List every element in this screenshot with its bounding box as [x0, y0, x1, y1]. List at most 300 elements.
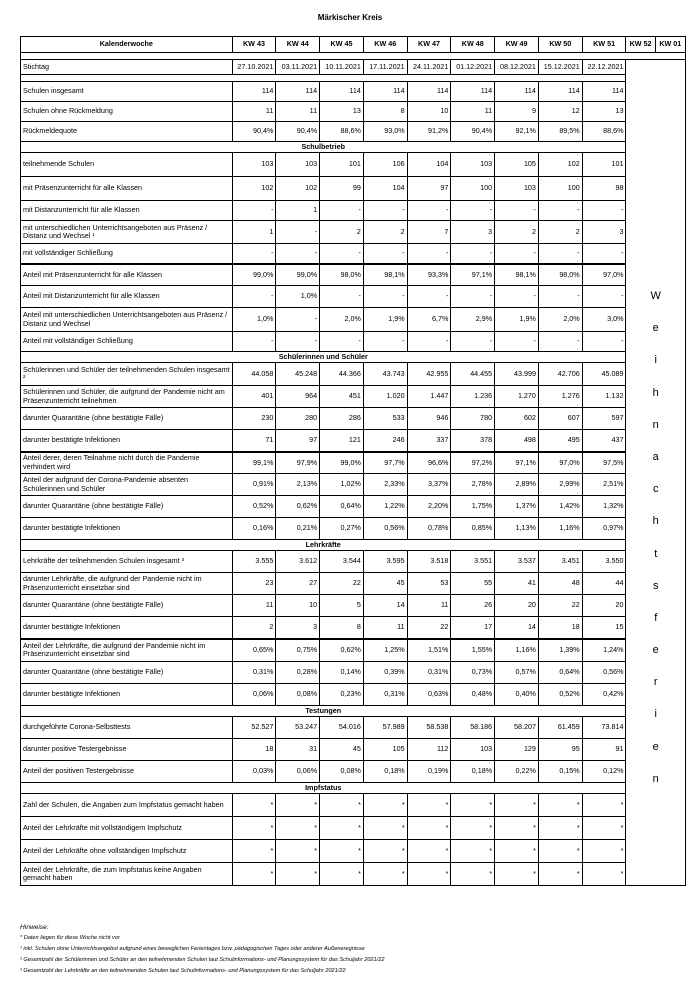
- row-value: *: [407, 840, 451, 863]
- row-label: darunter positive Testergebnisse: [21, 739, 233, 761]
- row-label: Schulen ohne Rückmeldung: [21, 102, 233, 122]
- row-value: 98,1%: [363, 264, 407, 286]
- table-row: [21, 122, 686, 142]
- row-value: *: [363, 794, 407, 817]
- table-row: [21, 573, 686, 595]
- row-value: 2: [363, 221, 407, 244]
- row-value: 0,31%: [407, 662, 451, 684]
- holiday-letter: i: [654, 354, 657, 367]
- row-value: 91: [582, 739, 626, 761]
- row-value: 1: [276, 201, 320, 221]
- row-value: 230: [232, 408, 276, 430]
- row-value: -: [232, 201, 276, 221]
- row-value: 0,06%: [276, 761, 320, 783]
- row-value: 11: [232, 595, 276, 617]
- row-value: 114: [276, 82, 320, 102]
- row-value: 2,33%: [363, 474, 407, 496]
- row-value: *: [495, 817, 539, 840]
- row-value: -: [363, 201, 407, 221]
- row-value: 0,62%: [276, 496, 320, 518]
- table-row: [21, 863, 686, 886]
- row-value: 41: [495, 573, 539, 595]
- row-value: 13: [320, 102, 364, 122]
- holiday-letter: n: [652, 772, 659, 785]
- row-value: 2: [232, 617, 276, 639]
- row-value: *: [276, 817, 320, 840]
- row-value: 42.955: [407, 363, 451, 386]
- row-value: 1,75%: [451, 496, 495, 518]
- row-value: 97: [276, 430, 320, 452]
- row-value: 1,51%: [407, 639, 451, 662]
- row-value: 1,0%: [232, 308, 276, 332]
- row-value: *: [582, 794, 626, 817]
- row-value: 43.743: [363, 363, 407, 386]
- row-value: 1,16%: [495, 639, 539, 662]
- row-value: -: [276, 332, 320, 352]
- row-value: -: [451, 201, 495, 221]
- row-value: -: [407, 201, 451, 221]
- row-value: 964: [276, 386, 320, 408]
- table-row: [21, 201, 686, 221]
- row-value: 1,42%: [538, 496, 582, 518]
- row-label: Anteil der Lehrkräfte, die aufgrund der Pandemie nicht im Präsenzunterricht einsetzbar sind: [21, 639, 233, 662]
- row-value: 114: [363, 82, 407, 102]
- table-row: [21, 286, 686, 308]
- row-value: 0,48%: [451, 684, 495, 706]
- row-value: -: [495, 201, 539, 221]
- row-label: teilnehmende Schulen: [21, 153, 233, 177]
- row-value: -: [276, 308, 320, 332]
- holiday-letter: e: [652, 322, 659, 335]
- row-value: 0,91%: [232, 474, 276, 496]
- row-value: *: [363, 863, 407, 886]
- row-value: 1,9%: [363, 308, 407, 332]
- row-value: 0,56%: [363, 518, 407, 540]
- row-value: 3.544: [320, 551, 364, 573]
- row-value: 1.270: [495, 386, 539, 408]
- row-label: Anteil der Lehrkräfte mit vollständigem Impfschutz: [21, 817, 233, 840]
- header-week: KW 49: [495, 37, 539, 53]
- row-value: -: [495, 332, 539, 352]
- row-value: 99,0%: [232, 264, 276, 286]
- row-value: 0,85%: [451, 518, 495, 540]
- row-value: 26: [451, 595, 495, 617]
- row-value: 27: [276, 573, 320, 595]
- row-value: 89,5%: [538, 122, 582, 142]
- row-value: 22: [407, 617, 451, 639]
- row-value: 946: [407, 408, 451, 430]
- row-label: Anteil mit unterschiedlichen Unterrichtsangeboten aus Präsenz / Distanz und Wechsel: [21, 308, 233, 332]
- row-value: 8: [320, 617, 364, 639]
- row-value: *: [232, 840, 276, 863]
- stichtag-date: 27.10.2021: [232, 60, 276, 75]
- stichtag-date: 24.11.2021: [407, 60, 451, 75]
- row-value: 93,3%: [407, 264, 451, 286]
- row-value: 14: [495, 617, 539, 639]
- table-row: [21, 684, 686, 706]
- row-value: 0,64%: [538, 662, 582, 684]
- header-week: KW 51: [582, 37, 626, 53]
- table-row: [21, 153, 686, 177]
- row-value: 98,0%: [538, 264, 582, 286]
- row-value: 3: [582, 221, 626, 244]
- row-value: 43.999: [495, 363, 539, 386]
- row-value: 14: [363, 595, 407, 617]
- stichtag-date: 15.12.2021: [538, 60, 582, 75]
- row-value: 114: [495, 82, 539, 102]
- row-value: 53.247: [276, 717, 320, 739]
- table-row: [21, 430, 686, 452]
- row-value: 114: [538, 82, 582, 102]
- holiday-letter: i: [654, 708, 657, 721]
- table-row: [21, 408, 686, 430]
- row-value: -: [495, 286, 539, 308]
- row-value: 20: [495, 595, 539, 617]
- section-row: [21, 783, 686, 794]
- row-value: 1.020: [363, 386, 407, 408]
- table-row: [21, 496, 686, 518]
- row-value: 58.538: [407, 717, 451, 739]
- header-week: KW 47: [407, 37, 451, 53]
- row-label: mit unterschiedlichen Unterrichtsangeboten aus Präsenz / Distanz und Wechsel ¹: [21, 221, 233, 244]
- stichtag-date: 03.11.2021: [276, 60, 320, 75]
- row-value: 100: [538, 177, 582, 201]
- row-value: 91,2%: [407, 122, 451, 142]
- row-value: *: [451, 817, 495, 840]
- row-value: 0,22%: [495, 761, 539, 783]
- row-value: 0,52%: [538, 684, 582, 706]
- holiday-letter: W: [650, 290, 661, 302]
- row-value: 0,21%: [276, 518, 320, 540]
- row-value: 1,25%: [363, 639, 407, 662]
- stichtag-date: 10.11.2021: [320, 60, 364, 75]
- row-value: 0,14%: [320, 662, 364, 684]
- row-value: 6,7%: [407, 308, 451, 332]
- table-row: [21, 739, 686, 761]
- row-value: 0,06%: [232, 684, 276, 706]
- row-value: 2,51%: [582, 474, 626, 496]
- row-value: 20: [582, 595, 626, 617]
- row-value: *: [320, 817, 364, 840]
- row-label: Anteil mit Präsenzunterricht für alle Klassen: [21, 264, 233, 286]
- row-value: -: [232, 332, 276, 352]
- footnote: ² Gesamtzahl der Schülerinnen und Schüler an den teilnehmenden Schulen laut Schulinformations- und Planungssystem für das Schuljahr 2021/22: [20, 957, 385, 963]
- row-value: 97,0%: [582, 264, 626, 286]
- row-value: 495: [538, 430, 582, 452]
- row-value: *: [232, 794, 276, 817]
- row-value: 0,15%: [538, 761, 582, 783]
- row-value: 1.447: [407, 386, 451, 408]
- table-row: [21, 221, 686, 244]
- table-row: [21, 177, 686, 201]
- row-value: 2,89%: [495, 474, 539, 496]
- row-value: 61.459: [538, 717, 582, 739]
- row-value: 451: [320, 386, 364, 408]
- row-value: 0,31%: [232, 662, 276, 684]
- row-value: -: [363, 286, 407, 308]
- row-value: 1.276: [538, 386, 582, 408]
- holiday-letter: f: [654, 611, 658, 624]
- row-value: 3.595: [363, 551, 407, 573]
- row-value: 0,40%: [495, 684, 539, 706]
- table-row: [21, 308, 686, 332]
- header-week: KW 46: [363, 37, 407, 53]
- row-label: mit Distanzunterricht für alle Klassen: [21, 201, 233, 221]
- row-value: 114: [407, 82, 451, 102]
- header-week-extra: KW 01: [655, 37, 685, 53]
- row-value: -: [582, 201, 626, 221]
- stichtag-date: 01.12.2021: [451, 60, 495, 75]
- spacer-row: [21, 53, 686, 60]
- row-value: 17: [451, 617, 495, 639]
- row-value: 3.550: [582, 551, 626, 573]
- row-value: 71: [232, 430, 276, 452]
- row-value: 1,02%: [320, 474, 364, 496]
- row-value: 88,6%: [582, 122, 626, 142]
- row-value: 97,7%: [363, 452, 407, 474]
- holiday-letter: s: [652, 579, 659, 592]
- table-row: [21, 386, 686, 408]
- row-value: 9: [495, 102, 539, 122]
- table-row: [21, 840, 686, 863]
- row-label: darunter Lehrkräfte, die aufgrund der Pandemie nicht im Präsenzunterricht einsetzbar sind: [21, 573, 233, 595]
- row-value: 55: [451, 573, 495, 595]
- row-value: 5: [320, 595, 364, 617]
- row-value: *: [363, 840, 407, 863]
- header-label: Kalenderwoche: [21, 37, 233, 53]
- row-label: Anteil der Lehrkräfte, die zum Impfstatus keine Angaben gemacht haben: [21, 863, 233, 886]
- row-value: 2,0%: [538, 308, 582, 332]
- row-value: 103: [495, 177, 539, 201]
- section-row: [21, 540, 686, 551]
- row-value: *: [538, 794, 582, 817]
- report-body: [21, 37, 686, 886]
- row-label: darunter Quarantäne (ohne bestätigte Fälle): [21, 496, 233, 518]
- stichtag-label: Stichtag: [21, 60, 233, 75]
- table-row: [21, 551, 686, 573]
- row-value: *: [276, 863, 320, 886]
- row-value: *: [495, 863, 539, 886]
- row-value: 0,28%: [276, 662, 320, 684]
- holiday-letter: a: [652, 450, 659, 463]
- row-value: 48: [538, 573, 582, 595]
- row-value: 18: [538, 617, 582, 639]
- row-label: Anteil mit vollständiger Schließung: [21, 332, 233, 352]
- row-value: 0,19%: [407, 761, 451, 783]
- row-value: *: [320, 863, 364, 886]
- row-value: 98,1%: [495, 264, 539, 286]
- row-value: 103: [451, 739, 495, 761]
- row-value: 52.527: [232, 717, 276, 739]
- row-value: 93,0%: [363, 122, 407, 142]
- row-value: 11: [276, 102, 320, 122]
- row-value: -: [582, 286, 626, 308]
- table-row: [21, 794, 686, 817]
- table-row: [21, 518, 686, 540]
- row-value: -: [407, 244, 451, 264]
- row-value: 0,75%: [276, 639, 320, 662]
- holiday-letter: h: [652, 386, 659, 399]
- row-label: Anteil der Lehrkräfte ohne vollständigen Impfschutz: [21, 840, 233, 863]
- table-row: [21, 82, 686, 102]
- row-value: -: [232, 244, 276, 264]
- row-value: 10: [407, 102, 451, 122]
- row-value: 22: [538, 595, 582, 617]
- row-label: Anteil derer, deren Teilnahme nicht durch die Pandemie verhindert wird: [21, 452, 233, 474]
- row-value: 1,16%: [538, 518, 582, 540]
- row-value: *: [538, 817, 582, 840]
- row-value: 114: [232, 82, 276, 102]
- row-label: darunter Quarantäne (ohne bestätigte Fälle): [21, 595, 233, 617]
- table-row: [21, 102, 686, 122]
- header-week: KW 45: [320, 37, 364, 53]
- row-value: *: [538, 863, 582, 886]
- row-value: 103: [232, 153, 276, 177]
- row-value: 11: [232, 102, 276, 122]
- row-value: 90,4%: [276, 122, 320, 142]
- row-label: Lehrkräfte der teilnehmenden Schulen insgesamt ³: [21, 551, 233, 573]
- row-value: 102: [232, 177, 276, 201]
- row-value: *: [495, 794, 539, 817]
- section-heading: Impfstatus: [21, 783, 626, 794]
- row-value: 1,32%: [582, 496, 626, 518]
- row-value: 0,52%: [232, 496, 276, 518]
- row-value: 0,31%: [363, 684, 407, 706]
- row-value: 90,4%: [232, 122, 276, 142]
- section-heading: Testungen: [21, 706, 626, 717]
- row-value: *: [407, 794, 451, 817]
- row-value: 0,27%: [320, 518, 364, 540]
- section-row: [21, 706, 686, 717]
- row-value: 73.814: [582, 717, 626, 739]
- row-value: 13: [582, 102, 626, 122]
- row-value: 401: [232, 386, 276, 408]
- table-row: [21, 662, 686, 684]
- row-value: 0,16%: [232, 518, 276, 540]
- row-value: 498: [495, 430, 539, 452]
- row-value: 97: [407, 177, 451, 201]
- row-value: 58.207: [495, 717, 539, 739]
- table-row: [21, 761, 686, 783]
- row-value: 597: [582, 408, 626, 430]
- section-row: [21, 352, 686, 363]
- row-value: 3.612: [276, 551, 320, 573]
- row-value: 1,55%: [451, 639, 495, 662]
- row-value: 437: [582, 430, 626, 452]
- row-label: Anteil mit Distanzunterricht für alle Klassen: [21, 286, 233, 308]
- table-row: [21, 617, 686, 639]
- table-row: [21, 244, 686, 264]
- row-value: *: [407, 863, 451, 886]
- footnote: ¹ inkl. Schulen ohne Unterrichtsangebot aufgrund eines beweglichen Ferientages bzw. pädagogischen Tages oder anderer Außeneregnisse: [20, 946, 365, 952]
- row-value: 45.248: [276, 363, 320, 386]
- table-row: [21, 452, 686, 474]
- row-value: 103: [276, 153, 320, 177]
- header-week-extra: KW 52: [626, 37, 655, 53]
- row-label: darunter bestätigte Infektionen: [21, 430, 233, 452]
- row-value: 1,9%: [495, 308, 539, 332]
- row-value: *: [320, 840, 364, 863]
- row-value: 780: [451, 408, 495, 430]
- row-value: -: [320, 201, 364, 221]
- footnote-heading: Hinweise:: [20, 924, 49, 931]
- row-value: 2,20%: [407, 496, 451, 518]
- row-label: darunter Quarantäne (ohne bestätigte Fälle): [21, 408, 233, 430]
- row-value: 2,99%: [538, 474, 582, 496]
- holiday-letter: n: [652, 418, 659, 431]
- table-row: [21, 363, 686, 386]
- stichtag-date: 17.11.2021: [363, 60, 407, 75]
- row-value: 1,13%: [495, 518, 539, 540]
- section-heading: Schulbetrieb: [21, 142, 626, 153]
- row-value: 44: [582, 573, 626, 595]
- row-value: 102: [276, 177, 320, 201]
- row-label: darunter Quarantäne (ohne bestätigte Fälle): [21, 662, 233, 684]
- row-value: 3,0%: [582, 308, 626, 332]
- row-value: 0,56%: [582, 662, 626, 684]
- row-label: darunter bestätigte Infektionen: [21, 518, 233, 540]
- row-value: 97,5%: [582, 452, 626, 474]
- row-value: 99,0%: [320, 452, 364, 474]
- row-value: 0,57%: [495, 662, 539, 684]
- table-row: [21, 595, 686, 617]
- row-value: 2,9%: [451, 308, 495, 332]
- row-label: darunter bestätigte Infektionen: [21, 617, 233, 639]
- row-label: Schülerinnen und Schüler der teilnehmenden Schulen insgesamt ²: [21, 363, 233, 386]
- row-value: 90,4%: [451, 122, 495, 142]
- row-value: -: [495, 244, 539, 264]
- row-value: 2: [320, 221, 364, 244]
- row-value: 0,63%: [407, 684, 451, 706]
- row-value: *: [363, 817, 407, 840]
- stichtag-row: [21, 60, 686, 75]
- row-value: -: [582, 244, 626, 264]
- stichtag-date: 08.12.2021: [495, 60, 539, 75]
- row-value: 58.186: [451, 717, 495, 739]
- row-label: mit vollständiger Schließung: [21, 244, 233, 264]
- section-heading: Schülerinnen und Schüler: [21, 352, 626, 363]
- row-value: 1,37%: [495, 496, 539, 518]
- row-value: -: [538, 286, 582, 308]
- row-value: 112: [407, 739, 451, 761]
- section-heading: Lehrkräfte: [21, 540, 626, 551]
- holiday-letter: t: [654, 547, 658, 560]
- row-value: 0,97%: [582, 518, 626, 540]
- section-row: [21, 142, 686, 153]
- row-value: -: [538, 201, 582, 221]
- row-value: *: [582, 817, 626, 840]
- row-value: *: [582, 840, 626, 863]
- row-value: 95: [538, 739, 582, 761]
- row-value: *: [407, 817, 451, 840]
- holiday-letter: r: [653, 676, 658, 689]
- row-value: 2,0%: [320, 308, 364, 332]
- row-value: *: [276, 840, 320, 863]
- row-label: Rückmeldequote: [21, 122, 233, 142]
- row-value: 97,1%: [451, 264, 495, 286]
- row-value: 99,1%: [232, 452, 276, 474]
- header-week: KW 44: [276, 37, 320, 53]
- page-title: Märkischer Kreis: [317, 13, 383, 22]
- header-week: KW 48: [451, 37, 495, 53]
- row-value: 44.455: [451, 363, 495, 386]
- row-value: 114: [582, 82, 626, 102]
- row-value: 2: [495, 221, 539, 244]
- row-value: 129: [495, 739, 539, 761]
- stichtag-date: 22.12.2021: [582, 60, 626, 75]
- row-value: -: [232, 286, 276, 308]
- row-value: 2: [538, 221, 582, 244]
